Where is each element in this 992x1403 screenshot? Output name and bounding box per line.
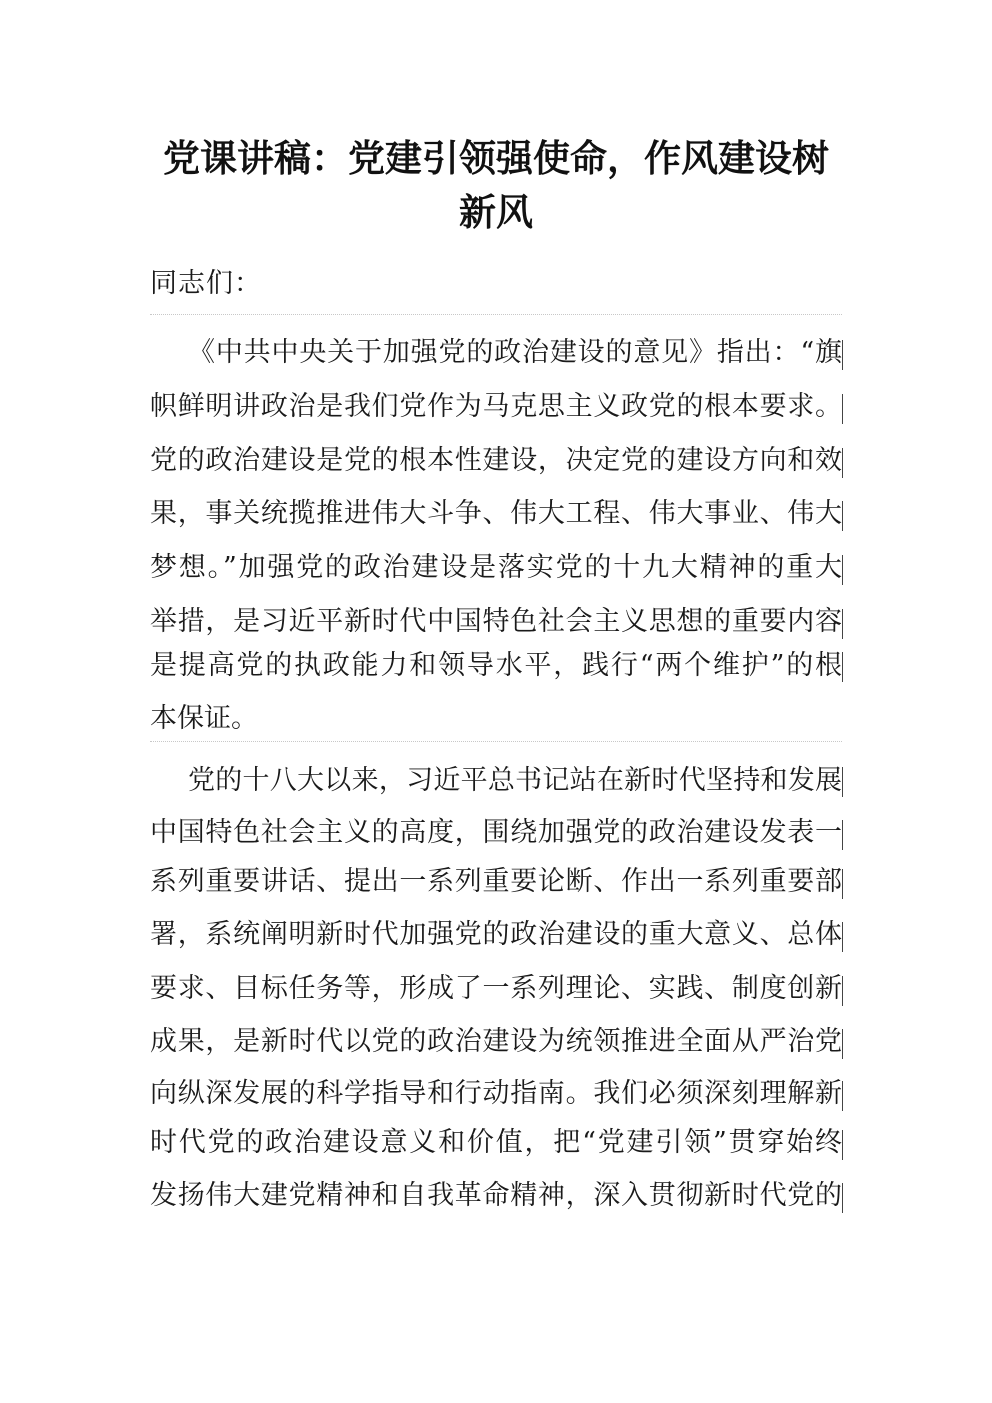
paragraph-1-line: 梦想。”加强党的政治建设是落实党的十九大精神的重大 (150, 552, 842, 583)
text-boundary-mark (842, 976, 843, 1006)
greeting: 同志们： (150, 268, 262, 299)
paragraph-2-line: 发扬伟大建党精神和自我革命精神，深入贯彻新时代党的 (150, 1180, 842, 1211)
text-boundary-mark (842, 820, 843, 850)
paragraph-2-line: 党的十八大以来，习近平总书记站在新时代坚持和发展 (188, 765, 842, 796)
paragraph-2-line: 署，系统阐明新时代加强党的政治建设的重大意义、总体 (150, 919, 842, 950)
paragraph-2-line: 时代党的政治建设意义和价值，把“党建引领”贯穿始终 (150, 1127, 842, 1158)
document-title-line-2: 新风 (459, 191, 533, 234)
text-boundary-mark (842, 448, 843, 478)
text-boundary-mark (842, 1081, 843, 1111)
text-boundary-mark (842, 394, 843, 424)
text-boundary-mark (842, 1130, 843, 1160)
paragraph-boundary (150, 314, 842, 315)
paragraph-1-line: 《中共中央关于加强党的政治建设的意见》指出：“旗 (188, 337, 842, 368)
paragraph-2-line: 中国特色社会主义的高度，围绕加强党的政治建设发表一 (150, 817, 842, 848)
paragraph-2-line: 向纵深发展的科学指导和行动指南。我们必须深刻理解新 (150, 1078, 842, 1109)
paragraph-boundary (150, 741, 842, 742)
text-boundary-mark (842, 555, 843, 585)
paragraph-2-line: 要求、目标任务等，形成了一系列理论、实践、制度创新 (150, 973, 842, 1004)
document-title-line-1: 党课讲稿：党建引领强使命，作风建设树 (163, 137, 829, 180)
text-boundary-mark (842, 340, 843, 370)
paragraph-1-line: 本保证。 (150, 703, 258, 734)
text-boundary-mark (842, 1183, 843, 1213)
paragraph-1-line: 是提高党的执政能力和领导水平，践行“两个维护”的根 (150, 650, 842, 681)
text-boundary-mark (842, 609, 843, 639)
paragraph-2-line: 成果，是新时代以党的政治建设为统领推进全面从严治党 (150, 1026, 842, 1057)
paragraph-1-line: 党的政治建设是党的根本性建设，决定党的建设方向和效 (150, 445, 842, 476)
text-boundary-mark (842, 922, 843, 952)
paragraph-1-line: 果，事关统揽推进伟大斗争、伟大工程、伟大事业、伟大 (150, 498, 842, 529)
text-boundary-mark (842, 501, 843, 531)
text-boundary-mark (842, 767, 843, 797)
text-boundary-mark (842, 869, 843, 899)
text-boundary-mark (842, 652, 843, 682)
paragraph-2-line: 系列重要讲话、提出一系列重要论断、作出一系列重要部 (150, 866, 842, 897)
paragraph-1-line: 举措，是习近平新时代中国特色社会主义思想的重要内容 (150, 606, 842, 637)
text-boundary-mark (842, 1029, 843, 1059)
paragraph-1-line: 帜鲜明讲政治是我们党作为马克思主义政党的根本要求。 (150, 391, 842, 422)
